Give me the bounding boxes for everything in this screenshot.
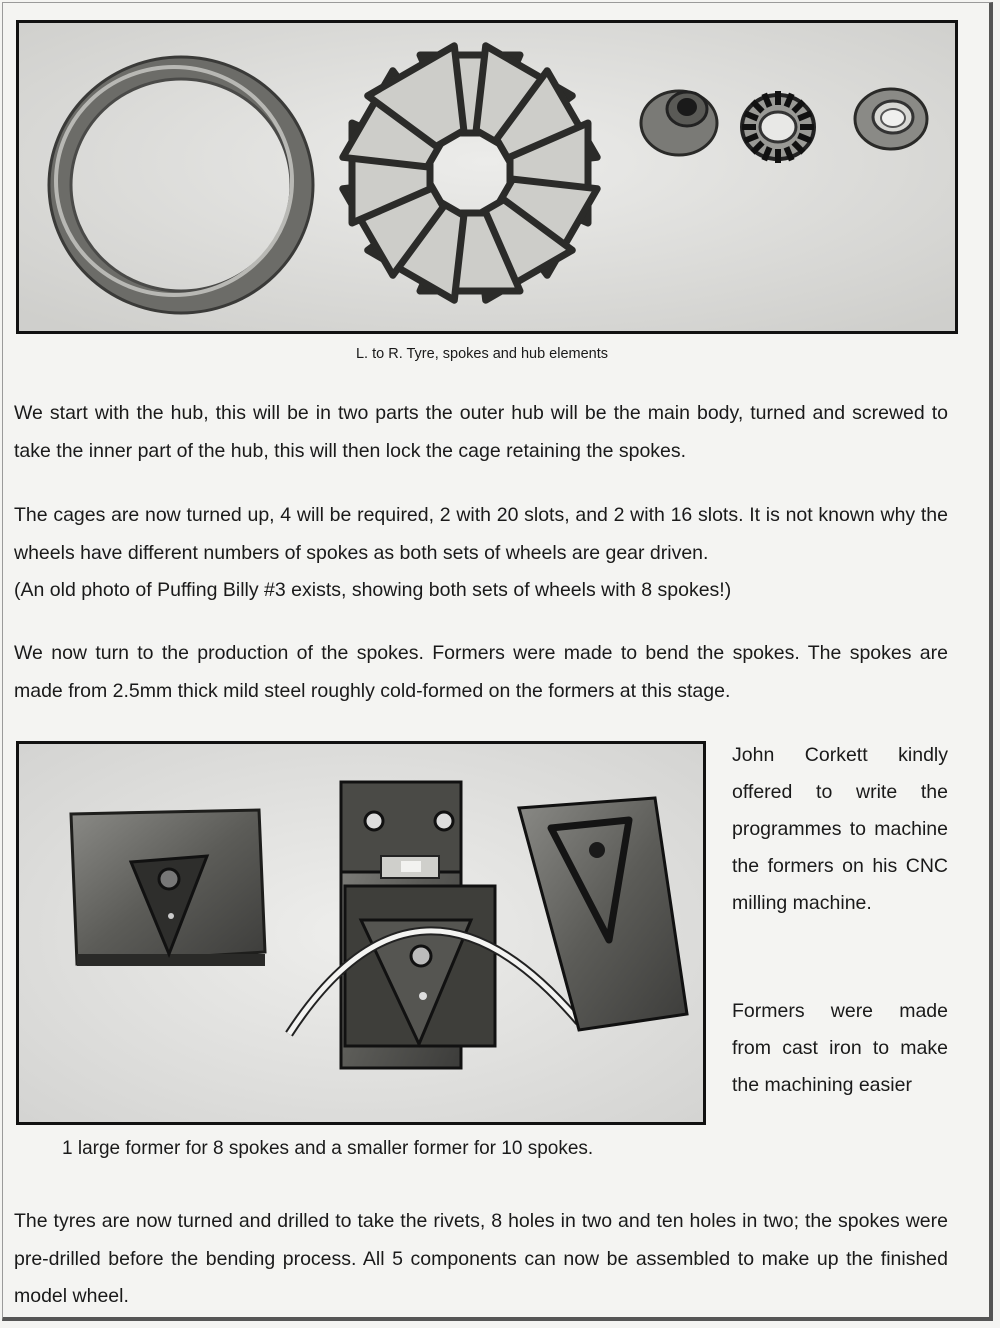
photo-formers-image — [19, 744, 703, 1122]
paragraph-hub: We start with the hub, this will be in two parts the outer hub will be the main body, turned and screwed to take the inner part of the hub, this will then lock the cage retaining the spokes. — [14, 402, 948, 462]
photo-formers — [16, 741, 706, 1125]
cage-slot — [742, 124, 756, 130]
outer-hub — [641, 91, 717, 155]
cage-center — [760, 112, 796, 142]
figure2-caption: 1 large former for 8 spokes and a smaller former for 10 spokes. — [62, 1138, 594, 1159]
paragraph-cages-note: (An old photo of Puffing Billy #3 exists, showing both sets of wheels with 8 spokes!) — [14, 579, 732, 601]
photo-tyre-spokes-hub-image — [19, 23, 955, 331]
paragraph-tyres: The tyres are now turned and drilled to take the rivets, 8 holes in two and ten holes in two; the spokes were pre-drilled before the bending process. All 5 components can now be assembled to make up the finished model wheel. — [14, 1210, 948, 1307]
cage-slot — [800, 124, 814, 130]
cage-slot — [775, 149, 781, 163]
figure1-caption: L. to R. Tyre, spokes and hub elements — [355, 346, 608, 362]
paragraph-cages — [14, 497, 948, 610]
spoke-cage — [742, 91, 814, 163]
paragraph-cast-iron: Formers were made from cast iron to make the machining easier — [732, 1000, 948, 1096]
small-former — [71, 810, 265, 966]
paragraph-cnc-programmes: John Corkett kindly offered to write the programmes to machine the formers on his CNC milling machine. — [732, 744, 948, 914]
paragraph-cages-text: The cages are now turned up, 4 will be required, 2 with 20 slots, and 2 with 16 slots. It is not known why the wheels have different numbers of spokes as both sets of wheels are gear driven. — [14, 504, 948, 564]
cage-slot — [775, 91, 781, 105]
paragraph-spokes: We now turn to the production of the spokes. Formers were made to bend the spokes. The spokes are made from 2.5mm thick mild steel roughly cold-formed on the formers at this stage. — [14, 642, 948, 702]
inner-hub — [855, 89, 927, 149]
photo-tyre-spokes-hub — [16, 20, 958, 334]
